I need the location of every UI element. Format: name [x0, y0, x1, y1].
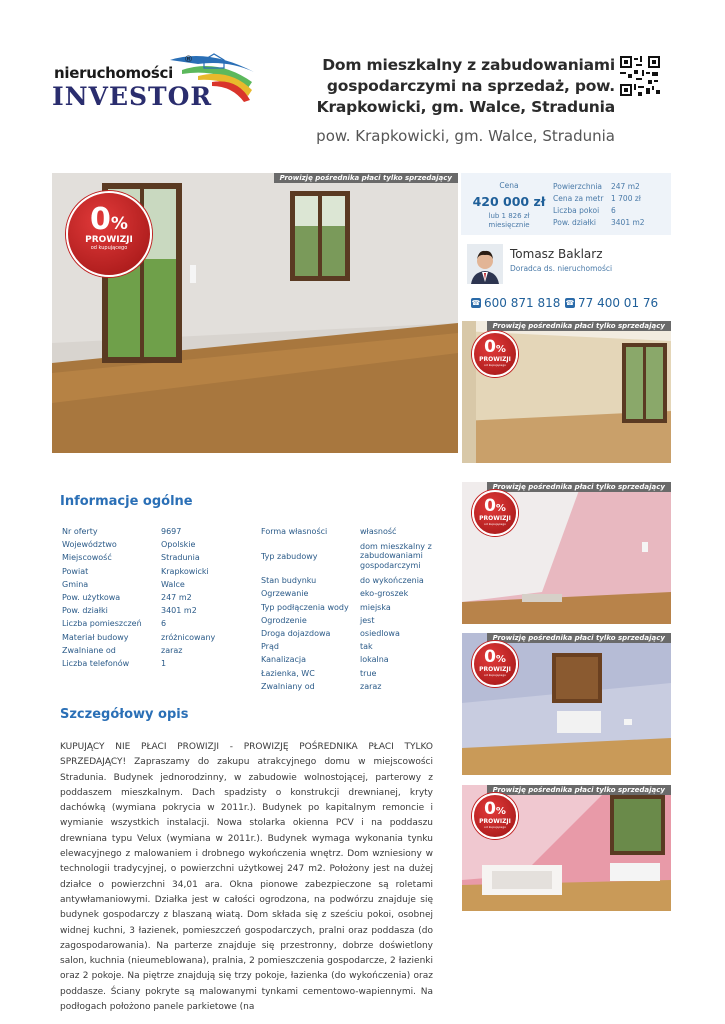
phone-office-link[interactable]	[565, 296, 658, 310]
info-row: Kanalizacja lokalna	[261, 655, 389, 665]
info-row: Droga dojazdowa osiedlowa	[261, 629, 400, 639]
info-row: Miejscowość Stradunia	[62, 553, 200, 563]
phone-mobile-link[interactable]	[471, 296, 560, 310]
description-heading: Szczegółowy opis	[60, 707, 189, 722]
info-row: Pow. działki 3401 m2	[62, 606, 197, 616]
info-row: Liczba telefonów 1	[62, 659, 167, 669]
commission-ribbon: Prowizję pośrednika płaci tylko sprzedający	[487, 785, 671, 795]
zero-commission-badge: 0% PROWIZJI od kupującego	[472, 793, 518, 839]
commission-ribbon: Prowizję pośrednika płaci tylko sprzedający	[487, 633, 671, 643]
commission-ribbon: Prowizję pośrednika płaci tylko sprzedający	[487, 482, 671, 492]
info-row: Powiat Krapkowicki	[62, 566, 209, 576]
logo-text-bottom: INVESTOR	[52, 82, 213, 111]
agent-name: Tomasz Baklarz	[510, 247, 603, 261]
side-photo-1[interactable]	[462, 321, 671, 463]
info-row: Pow. użytkowa 247 m2	[62, 593, 192, 603]
info-row: Stan budynku do wykończenia	[261, 576, 424, 586]
info-row: Województwo Opolskie	[62, 540, 196, 550]
agent-role: Doradca ds. nieruchomości	[510, 264, 613, 273]
phone-mobile-number: 600 871 818	[484, 296, 561, 310]
main-photo[interactable]	[52, 173, 458, 453]
price-value: 420 000 zł	[472, 194, 546, 209]
side-photo-2[interactable]	[462, 482, 671, 624]
zero-commission-badge: 0% PROWIZJI od kupującego	[472, 490, 518, 536]
listing-title: Dom mieszkalny z zabudowaniami gospodarczymi na sprzedaż, pow. Krapkowicki, gm. Walce, Stradunia	[316, 56, 615, 116]
zero-commission-badge: 0% PROWIZJI od kupującego	[472, 641, 518, 687]
side-photo-3[interactable]	[462, 633, 671, 775]
zero-commission-badge: 0% PROWIZJI od kupującego	[66, 191, 152, 277]
info-row: Zwalniane od zaraz	[62, 645, 183, 655]
description-text: KUPUJĄCY NIE PŁACI PROWIZJI - PROWIZJĘ POŚREDNIKA PŁACI TYLKO SPRZEDAJĄCY! Zapraszamy do zakupu atrakcyjnego domu w miejscowości Stradunia. Budynek jednorodzinny, w zabudowie wolnostojącej, parterowy z poddaszem mieszkalnym. Dach spadzisty o konstrukcji drewnianej, kryty dachówką (wymiana pokrycia w 2011r.). Budynek po kapitalnym remoncie i wymianie wszystkich instalacji. Nowa stolarka okienna PCV i na poddaszu drewniana typu Velux (wymiana w 2011r.). Budynek wymaga wykonania tynku elewacyjnego z malowaniem i drobnego wykończenia wnętrz. Dom wzniesiony w technologii tradycyjnej, o powierzchni użytkowej 247 m2. Położony jest na dużej działce o powierzchni 34,01 ara. Okna pionowe zabezpieczone są roletami antywłamaniowymi. Działka jest w całości ogrodzona, na podwórzu znajduje się budynek gospodarczy z blaszaną wiatą. Dom składa się z sześciu pokoi, osobnej widnej kuchni, 3 łazienek, pomieszczeń gospodarczych, pralni oraz poddasza (do zagospodarowania). Na parterze znajduje się przestronny, dobrze doświetlony salon, kuchnia (nieumeblowana), pralnia, 2 pomieszczenia gospodarcze, 2 łazienki oraz 2 pokoje. Na piętrze znajdują się trzy pokoje, łazienka (do wykończenia) oraz poddasze. Ściany pokryte są malowanymi tynkami cementowo-wapiennymi. Na podłogach położono panele parkietowe (na	[60, 742, 433, 1013]
mobile-phone-icon: ☎	[471, 299, 481, 307]
office-phone-icon: ☎	[565, 299, 575, 307]
info-row: Nr oferty 9697	[62, 527, 182, 536]
commission-ribbon: Prowizję pośrednika płaci tylko sprzedający	[274, 173, 458, 183]
price-monthly: lub 1 826 zł miesięcznie	[488, 212, 530, 229]
info-row: Forma własności własność	[261, 527, 397, 536]
zero-commission-badge: 0% PROWIZJI od kupującego	[472, 331, 518, 377]
info-row: Gmina Walce	[62, 579, 185, 589]
info-left-column	[62, 525, 261, 670]
qr-code-icon[interactable]	[620, 56, 660, 96]
info-row: Ogrodzenie jest	[261, 615, 375, 625]
price-details: Powierzchnia 247 m2 Cena za metr 1 700 zł Liczba pokoi 6 Pow. działki 3401 m2	[553, 182, 645, 227]
phone-office-number: 77 400 01 76	[578, 296, 659, 310]
logo-text-top: nieruchomości	[54, 64, 173, 82]
agent-avatar	[467, 244, 503, 284]
price-label: Cena	[499, 181, 519, 190]
commission-ribbon: Prowizję pośrednika płaci tylko sprzedający	[487, 321, 671, 331]
info-row: Zwalniany od zaraz	[261, 681, 382, 691]
info-heading: Informacje ogólne	[60, 494, 193, 509]
info-row: Prąd tak	[261, 642, 373, 652]
info-row: Ogrzewanie eko-groszek	[261, 589, 409, 599]
info-row: Typ podłączenia wody miejska	[261, 602, 391, 612]
info-right-column	[261, 525, 460, 693]
listing-location: pow. Krapkowicki, gm. Walce, Stradunia	[316, 127, 615, 145]
info-row: Łazienka, WC true	[261, 668, 377, 678]
side-photo-4[interactable]	[462, 785, 671, 911]
logo-registered-mark: ®	[184, 55, 193, 65]
price-box	[461, 173, 671, 235]
info-row: Materiał budowy zróżnicowany	[62, 632, 216, 642]
info-row: Liczba pomieszczeń 6	[62, 619, 167, 629]
info-row: Typ zabudowy dom mieszkalny z zabudowaniami gospodarczymi	[261, 541, 432, 570]
